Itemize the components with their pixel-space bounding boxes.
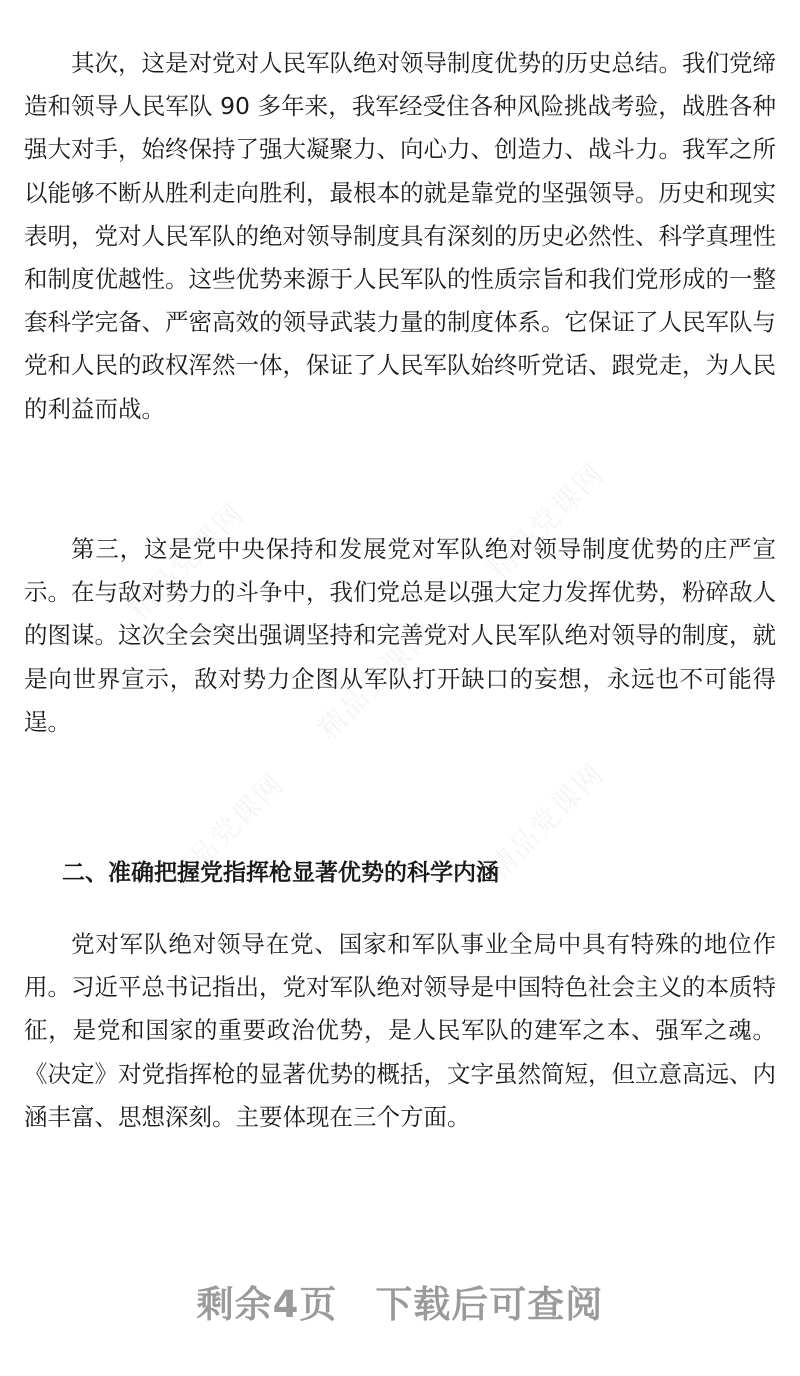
remaining-pages-text: 剩余4页 — [196, 1283, 338, 1326]
paragraph: 其次，这是对党对人民军队绝对领导制度优势的历史总结。我们党缔造和领导人民军队 90 多年来，我军经受住各种风险挑战考验，战胜各种强大对手，始终保持了强大凝聚力、向心力、创造力、战斗力。我军之所以能够不断从胜利走向胜利，最根本的就是靠党的坚强领导。历史和现实表明，党对人民军队的绝对领导制度具有深刻的历史必然性、科学真理性和制度优越性。这些优势来源于人民军队的性质宗旨和我们党形成的一整套科学完备、严密高效的领导武装力量的制度体系。它保证了人民军队与党和人民的政权浑然一体，保证了人民军队始终听党话、跟党走，为人民的利益而战。 — [24, 49, 776, 423]
paragraph: 党对军队绝对领导在党、国家和军队事业全局中具有特殊的地位作用。习近平总书记指出，党对军队绝对领导是中国特色社会主义的本质特征，是党和国家的重要政治优势，是人民军队的建军之本、强军之魂。《决定》对党指挥枪的显著优势的概括，文字虽然简短，但立意高远、内涵丰富、思想深刻。主要体现在三个方面。 — [24, 930, 776, 1131]
watermark: 精品党课网 — [121, 496, 251, 626]
download-hint-text: 下载后可查阅 — [375, 1283, 604, 1326]
watermark: 精品党课网 — [481, 456, 611, 586]
watermark: 精品党课网 — [481, 756, 611, 886]
paragraph: 第三，这是党中央保持和发展党对军队绝对领导制度优势的庄严宣示。在与敌对势力的斗争中，我们党总是以强大定力发挥优势，粉碎敌人的图谋。这次全会突出强调坚持和完善党对人民军队绝对领导的制度，就是向世界宣示，敌对势力企图从军队打开缺口的妄想，永远也不可能得逞。 — [24, 535, 776, 736]
watermark: 精品党课网 — [161, 766, 291, 896]
watermark: 精品党课网 — [311, 616, 441, 746]
section-heading: 二、准确把握党指挥枪显著优势的科学内涵 — [62, 860, 499, 886]
download-prompt[interactable] — [0, 1274, 800, 1328]
